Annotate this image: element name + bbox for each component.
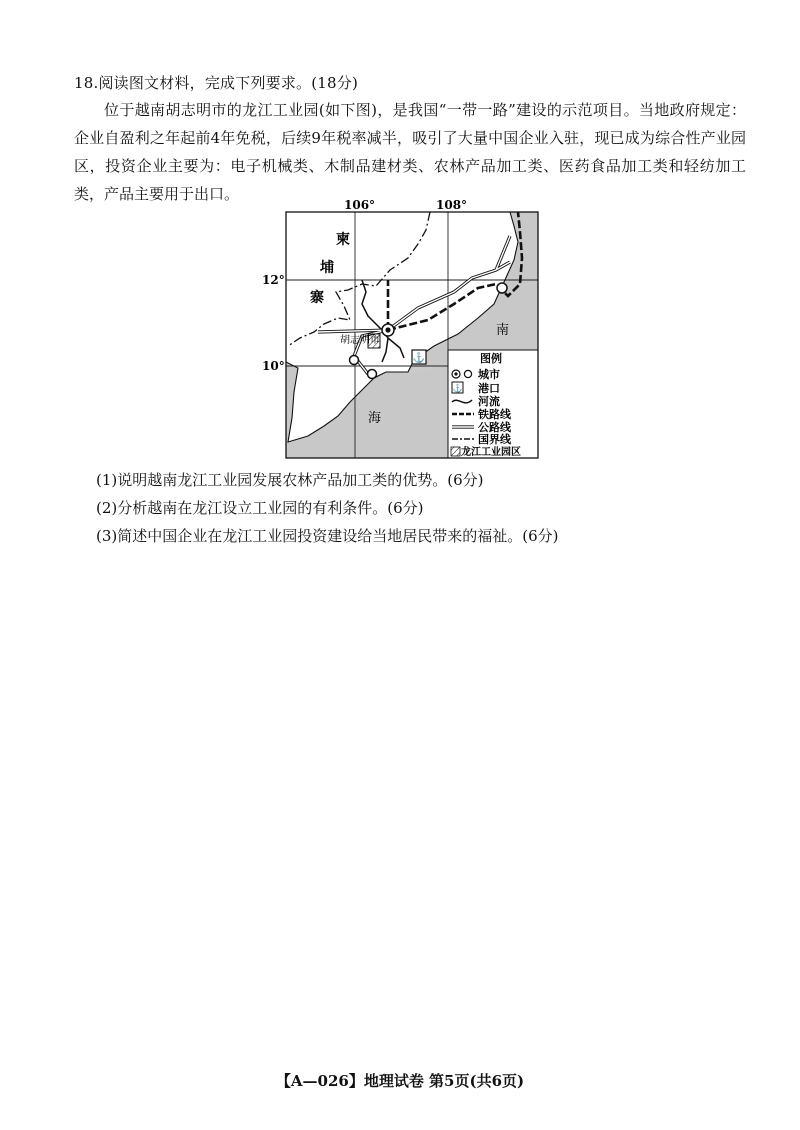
country-char-2: 埔 — [320, 260, 334, 276]
legend-title: 图例 — [480, 352, 502, 365]
country-char-1: 柬 — [336, 232, 350, 248]
sub-questions — [96, 466, 559, 550]
city-marker-south — [368, 370, 377, 379]
legend-park: 龙江工业园区 — [461, 447, 521, 458]
svg-text:⚓: ⚓ — [452, 384, 463, 393]
legend-port: 港口 — [478, 382, 500, 395]
sub-question-2: (2)分析越南在龙江设立工业园的有利条件。(6分) — [96, 499, 424, 517]
page-footer: 【A—026】地理试卷 第5页(共6页) — [275, 1072, 525, 1090]
sub-question-3: (3)简述中国企业在龙江工业园投资建设给当地居民带来的福祉。(6分) — [96, 527, 559, 545]
map-figure — [258, 196, 548, 462]
sea-char-hai: 海 — [368, 411, 382, 426]
lat-label-10: 10° — [262, 359, 285, 373]
lon-label-106: 106° — [344, 198, 376, 212]
map-svg — [258, 196, 548, 462]
question-title: 18.阅读图文材料，完成下列要求。(18分) — [74, 74, 359, 92]
port-marker — [412, 350, 426, 364]
lon-label-108: 108° — [436, 198, 468, 212]
city-marker-east — [497, 283, 507, 293]
legend-highway: 公路线 — [478, 421, 511, 434]
ho-chi-minh-city-marker — [382, 324, 394, 336]
svg-text:⚓: ⚓ — [412, 353, 426, 364]
country-char-3: 寨 — [310, 290, 324, 306]
legend — [448, 350, 538, 458]
question-paragraph: 位于越南胡志明市的龙江工业园(如下图)，是我国“一带一路”建设的示范项目。当地政府规定：企业自盈利之年起前4年免税，后续9年税率减半，吸引了大量中国企业入驻，现已成为综合性产业园区，投资企业主要为：电子机械类、木制品建材类、农林产品加工类、医药食品加工类和轻纺加工类，产品主要用于出口。 — [74, 101, 746, 203]
city-marker-west — [350, 356, 359, 365]
sea-char-nan: 南 — [496, 323, 510, 338]
city-label: 胡志明市 — [340, 335, 380, 346]
legend-city: 城市 — [478, 368, 500, 381]
lat-label-12: 12° — [262, 273, 285, 287]
sub-question-1: (1)说明越南龙江工业园发展农林产品加工类的优势。(6分) — [96, 471, 484, 489]
legend-railway: 铁路线 — [478, 408, 511, 421]
legend-river: 河流 — [478, 395, 500, 408]
legend-border: 国界线 — [478, 433, 511, 446]
